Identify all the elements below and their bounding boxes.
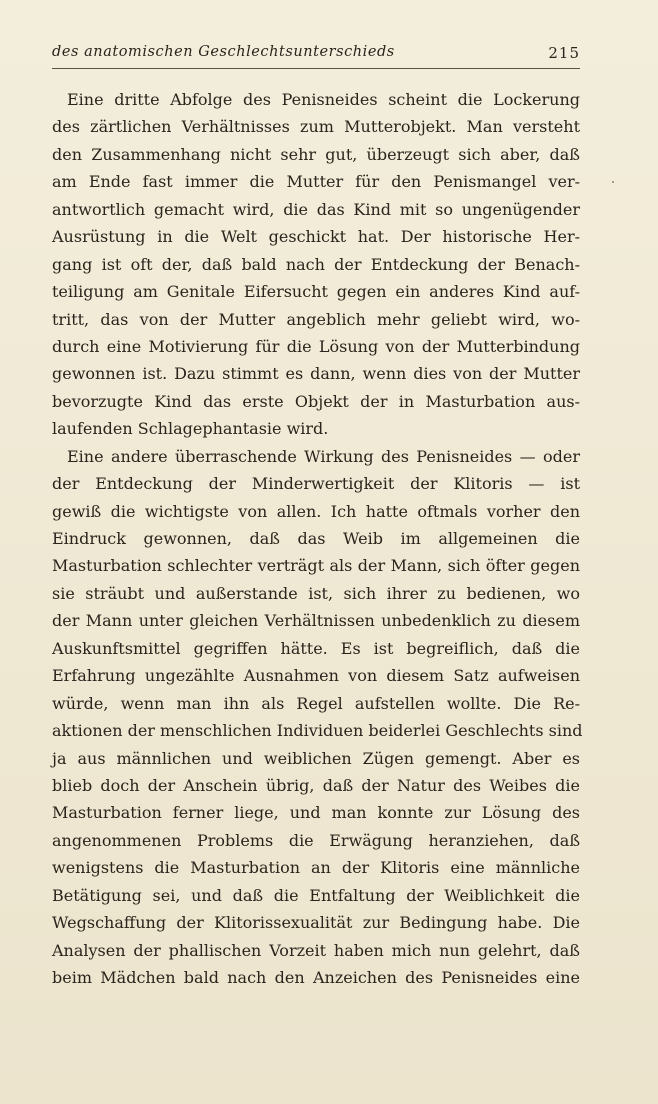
text-line: Masturbation ferner liege, und man konnte zur Lösung des bbox=[52, 803, 580, 823]
text-line: Masturbation schlechter verträgt als der Mann, sich öfter gegen bbox=[52, 556, 580, 576]
text-line: teiligung am Genitale Eifersucht gegen ein anderes Kind auf- bbox=[52, 282, 580, 302]
text-line: der Mann unter gleichen Verhältnissen unbedenklich zu diesem bbox=[52, 611, 580, 631]
text-line: sie sträubt und außerstande ist, sich ihrer zu bedienen, wo bbox=[52, 583, 580, 603]
text-line: Betätigung sei, und daß die Entfaltung der Weiblichkeit die bbox=[52, 885, 580, 905]
body-text bbox=[52, 86, 583, 991]
text-line: der Entdeckung der Minderwertigkeit der Klitoris — ist bbox=[52, 474, 580, 494]
running-head bbox=[52, 40, 580, 69]
text-line: Ausrüstung in die Welt geschickt hat. Der historische Her- bbox=[52, 227, 580, 247]
text-line: Eine dritte Abfolge des Penisneides scheint die Lockerung bbox=[67, 90, 580, 109]
text-line: ja aus männlichen und weiblichen Zügen gemengt. Aber es bbox=[52, 748, 580, 768]
text-line: gewiß die wichtigste von allen. Ich hatte oftmals vorher den bbox=[52, 501, 580, 521]
text-line: gewonnen ist. Dazu stimmt es dann, wenn dies von der Mutter bbox=[52, 364, 580, 384]
text-line: wenigstens die Masturbation an der Klitoris eine männliche bbox=[52, 858, 580, 878]
running-title: des anatomischen Geschlechtsunterschieds bbox=[52, 44, 395, 60]
text-line: angenommenen Problems die Erwägung heranziehen, daß bbox=[52, 830, 580, 850]
text-line: antwortlich gemacht wird, die das Kind mit so ungenügender bbox=[52, 199, 580, 219]
text-line: Auskunftsmittel gegriffen hätte. Es ist begreiflich, daß die bbox=[52, 638, 580, 658]
text-line: Eine andere überraschende Wirkung des Penisneides — oder bbox=[67, 446, 580, 466]
text-line: würde, wenn man ihn als Regel aufstellen wollte. Die Re- bbox=[52, 693, 580, 713]
text-line: laufenden Schlagephantasie wird. bbox=[52, 419, 329, 439]
text-line: bevorzugte Kind das erste Objekt der in Masturbation aus- bbox=[52, 391, 580, 411]
text-line: blieb doch der Anschein übrig, daß der Natur des Weibes die bbox=[52, 775, 580, 795]
text-line: den Zusammenhang nicht sehr gut, überzeugt sich aber, daß bbox=[52, 144, 580, 164]
text-line: Analysen der phallischen Vorzeit haben mich nun gelehrt, daß bbox=[52, 940, 580, 960]
text-line: beim Mädchen bald nach den Anzeichen des Penisneides eine bbox=[52, 968, 580, 987]
text-line: Wegschaffung der Klitorissexualität zur Bedingung habe. Die bbox=[52, 913, 580, 933]
text-line: Erfahrung ungezählte Ausnahmen von diesem Satz aufweisen bbox=[52, 666, 580, 686]
text-line: des zärtlichen Verhältnisses zum Mutterobjekt. Man versteht bbox=[52, 117, 580, 137]
paper-speck bbox=[612, 181, 614, 183]
text-line: durch eine Motivierung für die Lösung von der Mutterbindung bbox=[52, 336, 580, 356]
text-line: gang ist oft der, daß bald nach der Entdeckung der Benach- bbox=[52, 254, 580, 274]
text-line: tritt, das von der Mutter angeblich mehr geliebt wird, wo- bbox=[52, 309, 580, 329]
text-line: Eindruck gewonnen, daß das Weib im allgemeinen die bbox=[52, 529, 580, 548]
page-number: 215 bbox=[548, 44, 580, 62]
text-line: am Ende fast immer die Mutter für den Penismangel ver- bbox=[52, 172, 580, 192]
text-line: aktionen der menschlichen Individuen beiderlei Geschlechts sind bbox=[52, 721, 583, 741]
